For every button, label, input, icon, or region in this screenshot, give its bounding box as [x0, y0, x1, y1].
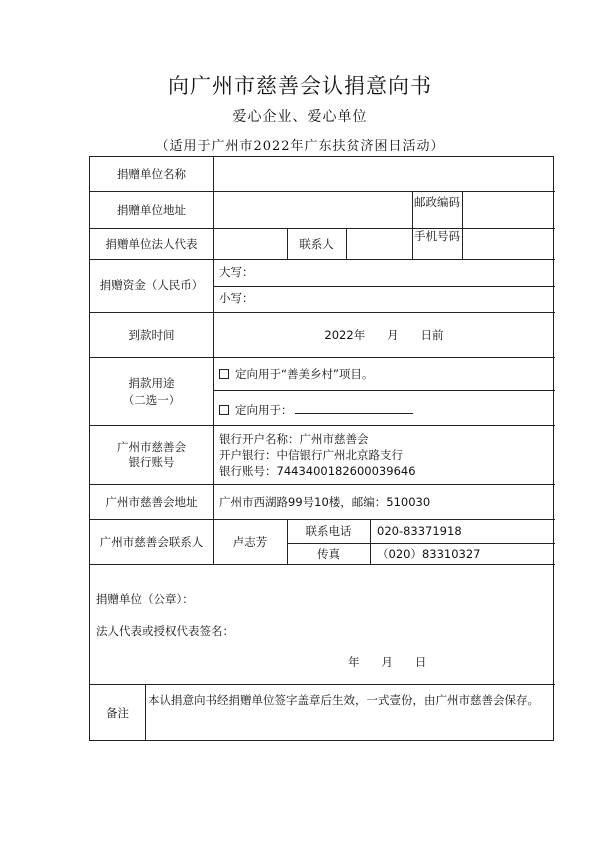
fax-value: （020）83310327	[377, 547, 481, 561]
document-scope: （适用于广州市2022年广东扶贫济困日活动）	[155, 139, 445, 154]
row-divider	[213, 390, 555, 391]
column-divider	[370, 519, 371, 564]
bank-branch: 开户银行：中信银行广州北京路支行	[219, 448, 403, 462]
legal-rep-label: 捐赠单位法人代表	[105, 237, 198, 251]
bank-account-number: 银行账号：7443400182600039646	[219, 464, 416, 478]
fax-label: 传真	[317, 547, 340, 561]
document-subtitle: 爱心企业、爱心单位	[232, 109, 368, 125]
checkbox-icon[interactable]	[219, 369, 229, 379]
column-divider	[213, 157, 214, 564]
purpose-option-2-label: 定向用于：	[235, 403, 293, 417]
payment-time-label: 到款时间	[128, 328, 175, 342]
payment-time-value: 2022年 月 日前	[324, 328, 444, 342]
row-divider	[90, 425, 555, 426]
column-divider	[346, 228, 347, 259]
purpose-label: 捐款用途	[128, 376, 175, 390]
charity-contact-name: 卢志芳	[232, 535, 268, 549]
row-divider	[90, 684, 555, 685]
bank-label-line-1: 广州市慈善会	[117, 440, 186, 454]
donor-address-label: 捐赠单位地址	[117, 203, 186, 217]
row-divider	[287, 543, 555, 544]
charity-address-label: 广州市慈善会地址	[105, 495, 198, 509]
bank-label-line-2: 银行账号	[128, 455, 175, 469]
row-divider	[90, 312, 555, 313]
row-divider	[90, 484, 555, 485]
row-divider	[213, 286, 555, 287]
mobile-label: 手机号码	[414, 229, 460, 243]
remarks-text: 本认捐意向书经捐赠单位签字盖章后生效，一式壹份，由广州市慈善会保存。	[148, 693, 539, 707]
row-divider	[90, 228, 555, 229]
lowercase-amount-label: 小写：	[219, 291, 254, 305]
funds-label: 捐赠资金（人民币）	[99, 278, 204, 292]
remarks-label: 备注	[106, 706, 129, 720]
row-divider	[90, 357, 555, 358]
document-title: 向广州市慈善会认捐意向书	[168, 74, 432, 98]
postal-code-label: 邮政编码	[414, 195, 460, 209]
charity-address-value: 广州市西湖路99号10楼，邮编：510030	[219, 495, 431, 509]
checkbox-icon[interactable]	[219, 405, 229, 415]
pledge-form-table	[89, 156, 554, 741]
purpose-blank-line[interactable]	[295, 402, 413, 414]
row-divider	[90, 259, 555, 260]
purpose-note: （二选一）	[122, 393, 181, 407]
signature-date: 年 月 日	[348, 655, 427, 669]
purpose-option-2[interactable]	[219, 402, 413, 417]
column-divider	[462, 191, 463, 259]
column-divider	[145, 684, 146, 741]
donor-seal-label: 捐赠单位（公章）：	[96, 592, 194, 606]
uppercase-amount-label: 大写：	[219, 265, 254, 279]
phone-value: 020-83371918	[377, 524, 462, 538]
row-divider	[90, 564, 555, 565]
phone-label: 联系电话	[305, 524, 352, 538]
purpose-option-1[interactable]	[219, 367, 373, 381]
signature-label: 法人代表或授权代表签名：	[96, 624, 234, 638]
purpose-option-1-label: 定向用于“善美乡村”项目。	[235, 367, 374, 381]
row-divider	[90, 191, 555, 192]
charity-contact-label: 广州市慈善会联系人	[99, 535, 204, 549]
bank-account-name: 银行开户名称：广州市慈善会	[219, 432, 369, 446]
contact-label: 联系人	[299, 237, 334, 251]
donor-name-label: 捐赠单位名称	[117, 167, 186, 181]
row-divider	[90, 519, 555, 520]
